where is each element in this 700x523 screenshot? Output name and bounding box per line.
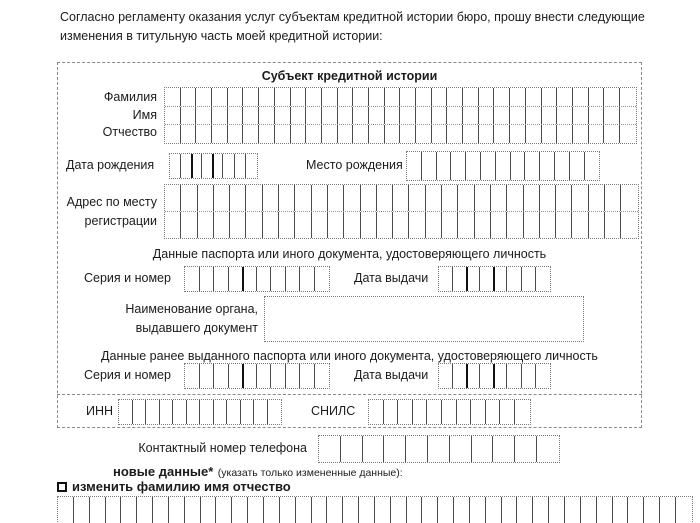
issue-date-label: Дата выдачи xyxy=(354,271,429,285)
phone-input-grid[interactable] xyxy=(318,435,560,463)
series-number-input-grid[interactable] xyxy=(184,266,330,292)
address-label xyxy=(58,184,164,239)
issue-date-input-grid[interactable] xyxy=(438,266,551,292)
fio-block xyxy=(58,87,637,144)
change-fio-checkbox[interactable] xyxy=(57,482,67,492)
first-name-label: Имя xyxy=(132,107,157,122)
inn-input-grid[interactable] xyxy=(118,399,282,425)
inn-label: ИНН xyxy=(86,404,114,418)
prev-issue-date-label: Дата выдачи xyxy=(354,368,429,382)
series-number-label: Серия и номер xyxy=(84,271,171,285)
address-label-line1: Адрес по месту xyxy=(66,194,157,209)
issuer-label xyxy=(58,300,258,339)
subject-section-box xyxy=(57,62,642,428)
address-label-line2: регистрации xyxy=(84,213,157,228)
change-fio-label: изменить фамилию имя отчество xyxy=(72,479,291,494)
issuer-input-box[interactable] xyxy=(264,296,584,342)
birth-date-input-grid[interactable] xyxy=(169,153,258,179)
prev-issue-date-input-grid[interactable] xyxy=(438,363,551,389)
phone-label: Контактный номер телефона xyxy=(138,441,307,455)
prev-passport-data-header: Данные ранее выданного паспорта или иного документа, удостоверяющего личность xyxy=(101,349,598,363)
snils-label: СНИЛС xyxy=(311,404,356,418)
patronymic-label: Отчество xyxy=(102,125,157,139)
birth-place-label: Место рождения xyxy=(306,158,403,172)
prev-series-number-input-grid[interactable] xyxy=(184,363,330,389)
passport-data-header: Данные паспорта или иного документа, удостоверяющего личность xyxy=(152,247,547,261)
address-block xyxy=(58,184,639,239)
issuer-label-line2: выдавшего документ xyxy=(135,321,258,336)
birth-place-input-grid[interactable] xyxy=(406,151,600,181)
prev-series-number-label: Серия и номер xyxy=(84,368,171,382)
fio-labels xyxy=(58,87,164,144)
section-title: Субъект кредитной истории xyxy=(261,69,438,83)
intro-paragraph: Согласно регламенту оказания услуг субъектам кредитной истории бюро, прошу внести следующие изменения в титульную часть моей кредитной истории: xyxy=(60,10,645,43)
change-fio-row xyxy=(57,479,291,494)
section-divider xyxy=(57,394,642,395)
address-input-grid[interactable] xyxy=(164,184,639,239)
new-data-note: (указать только измененные данные): xyxy=(217,467,403,479)
new-fio-input-grid[interactable] xyxy=(57,496,693,523)
issuer-label-line1: Наименование органа, xyxy=(125,302,258,316)
snils-input-grid[interactable] xyxy=(368,399,531,425)
new-data-label: новые данные* xyxy=(113,464,214,479)
fio-input-grid[interactable] xyxy=(164,87,637,144)
birth-date-label: Дата рождения xyxy=(66,158,155,172)
last-name-label: Фамилия xyxy=(103,90,157,104)
